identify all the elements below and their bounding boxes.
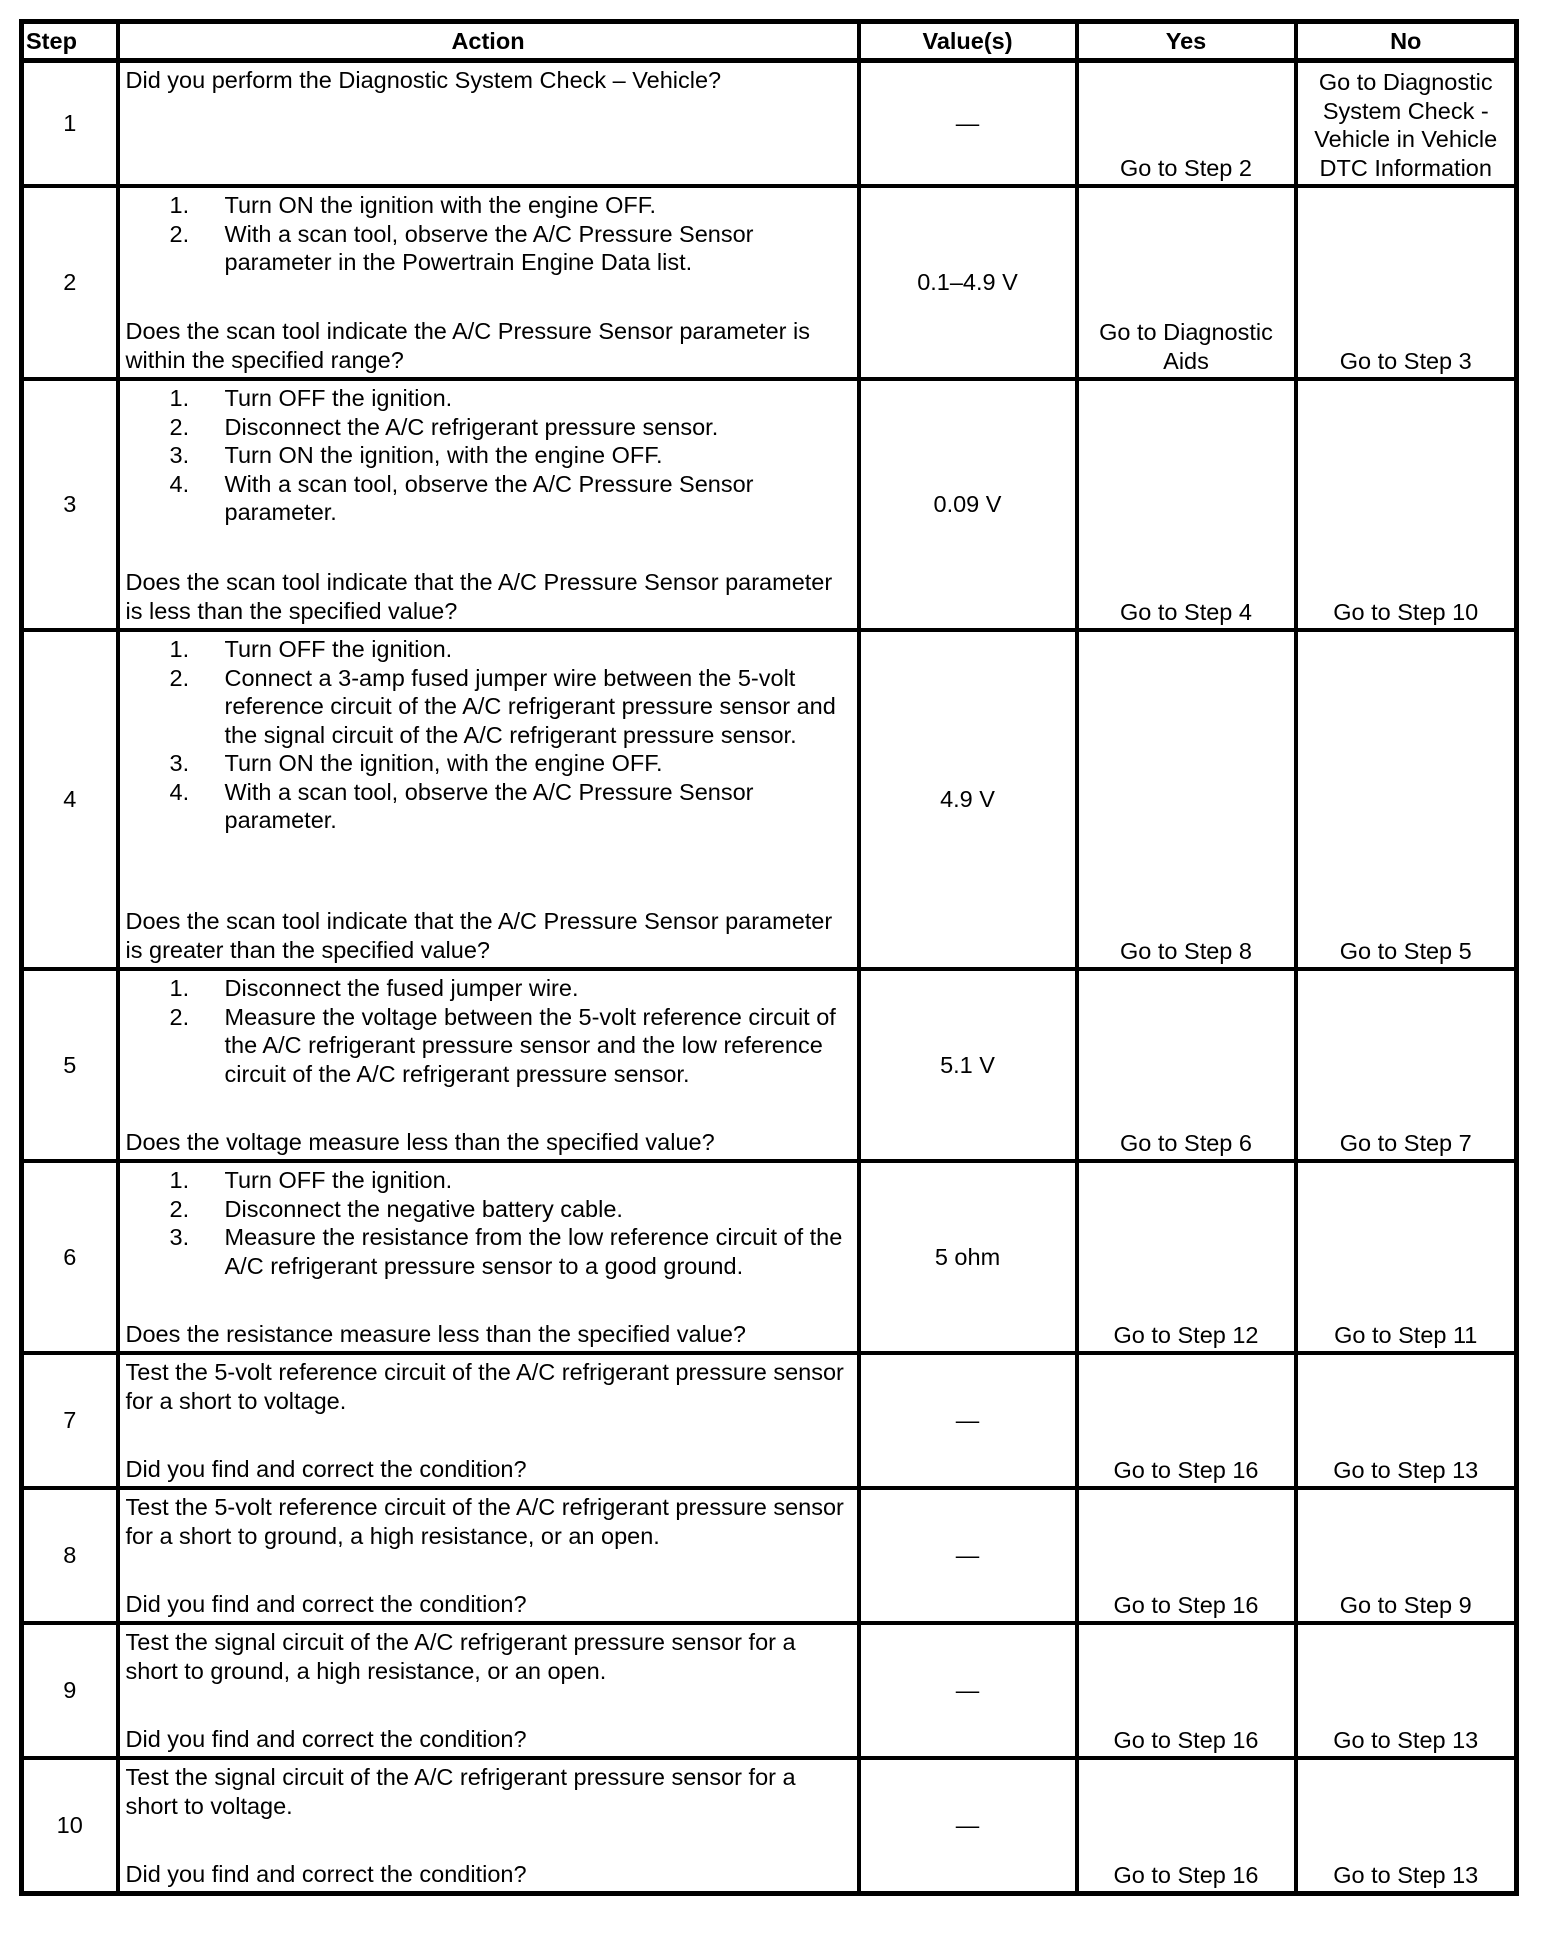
instruction-list <box>126 1166 851 1280</box>
action-cell <box>118 969 859 1161</box>
yes-cell <box>1077 379 1296 630</box>
instruction-item: 1. Turn OFF the ignition. <box>169 636 453 662</box>
yes-text: Go to Step 16 <box>1113 1861 1259 1888</box>
value-cell: — <box>859 1488 1077 1623</box>
question-text: Did you find and correct the condition? <box>125 1725 527 1752</box>
table-row <box>22 1758 1517 1894</box>
instruction-item: 2. Connect a 3-amp fused jumper wire between the 5-volt reference circuit of the A/C refrigerant pressure sensor and the signal circuit of the A/C refrigerant pressure sensor. <box>169 664 836 748</box>
question-text: Does the scan tool indicate the A/C Pressure Sensor parameter is within the specified range? <box>125 318 810 373</box>
table-row <box>22 1161 1517 1353</box>
instruction-item: 3. Turn ON the ignition, with the engine OFF. <box>169 442 663 468</box>
value-cell: 5 ohm <box>859 1161 1077 1353</box>
no-text: Go to Step 13 <box>1333 1861 1479 1888</box>
table-row <box>22 1353 1517 1488</box>
yes-cell <box>1077 61 1296 187</box>
question-text: Did you find and correct the condition? <box>125 1860 527 1887</box>
value-cell: 0.09 V <box>859 379 1077 630</box>
no-text: Go to Step 3 <box>1339 347 1472 374</box>
question-text: Does the resistance measure less than the specified value? <box>125 1320 746 1347</box>
instruction-list <box>126 635 851 835</box>
yes-cell <box>1077 1161 1296 1353</box>
no-cell <box>1296 630 1517 969</box>
step-number: 1 <box>22 61 118 187</box>
instruction-list <box>126 384 851 527</box>
instruction-item: 2. Disconnect the A/C refrigerant pressure sensor. <box>169 413 719 440</box>
table-row <box>22 969 1517 1161</box>
yes-text: Go to Step 6 <box>1120 1129 1252 1156</box>
question-text: Does the voltage measure less than the specified value? <box>125 1128 715 1155</box>
action-cell <box>118 61 859 187</box>
no-text: Go to Step 7 <box>1339 1129 1472 1156</box>
action-cell <box>118 1161 859 1353</box>
table-row <box>22 1623 1517 1758</box>
yes-cell <box>1077 630 1296 969</box>
step-number: 8 <box>22 1488 118 1623</box>
question-text: Did you find and correct the condition? <box>125 1590 527 1617</box>
instruction-item: 2. Disconnect the negative battery cable. <box>169 1195 623 1222</box>
no-cell <box>1296 1353 1517 1488</box>
question-text: Does the scan tool indicate that the A/C Pressure Sensor parameter is greater than the specified value? <box>125 908 833 963</box>
table-row <box>22 186 1517 379</box>
step-number: 3 <box>22 379 118 630</box>
no-cell <box>1296 186 1517 379</box>
yes-cell <box>1077 1488 1296 1623</box>
instruction-item: 1. Turn ON the ignition with the engine OFF. <box>169 192 656 218</box>
header-values: Value(s) <box>859 22 1077 61</box>
yes-text: Go to Step 16 <box>1113 1726 1259 1753</box>
yes-text: Go to Step 16 <box>1113 1591 1259 1618</box>
instruction-item: 2. With a scan tool, observe the A/C Pressure Sensor parameter in the Powertrain Engine Data list. <box>169 220 754 275</box>
no-cell <box>1296 969 1517 1161</box>
yes-cell <box>1077 1623 1296 1758</box>
yes-text: Go to Step 8 <box>1120 937 1252 964</box>
value-cell: — <box>859 61 1077 187</box>
step-number: 4 <box>22 630 118 969</box>
step-number: 9 <box>22 1623 118 1758</box>
instruction-item: 2. Measure the voltage between the 5-volt reference circuit of the A/C refrigerant pressure sensor and the low reference circuit of the A/C refrigerant pressure sensor. <box>169 1003 836 1087</box>
instruction-item: 3. Measure the resistance from the low reference circuit of the A/C refrigerant pressure sensor to a good ground. <box>169 1224 843 1279</box>
action-cell <box>118 630 859 969</box>
no-text: Go to Step 10 <box>1333 598 1479 625</box>
step-number: 5 <box>22 969 118 1161</box>
yes-text: Go to Step 12 <box>1113 1321 1259 1348</box>
header-step: Step <box>22 22 118 61</box>
value-cell: — <box>859 1623 1077 1758</box>
step-number: 7 <box>22 1353 118 1488</box>
no-cell <box>1296 1758 1517 1894</box>
yes-text: Go to Step 4 <box>1120 598 1252 625</box>
action-cell <box>118 1488 859 1623</box>
instruction-list <box>126 191 851 277</box>
action-cell <box>118 1353 859 1488</box>
header-no: No <box>1296 22 1517 61</box>
no-text: Go to Diagnostic System Check - Vehicle in Vehicle DTC Information <box>1314 69 1498 181</box>
yes-cell <box>1077 969 1296 1161</box>
no-cell <box>1296 1488 1517 1623</box>
instruction-item: 3. Turn ON the ignition, with the engine OFF. <box>169 750 663 776</box>
table-row <box>22 379 1517 630</box>
value-cell: 4.9 V <box>859 630 1077 969</box>
step-number: 10 <box>22 1758 118 1894</box>
value-cell: 0.1–4.9 V <box>859 186 1077 379</box>
action-text: Test the signal circuit of the A/C refrigerant pressure sensor for a short to voltage. <box>125 1764 796 1819</box>
yes-cell <box>1077 1353 1296 1488</box>
yes-text: Go to Step 16 <box>1113 1456 1259 1483</box>
no-text: Go to Step 5 <box>1339 937 1472 964</box>
instruction-item: 1. Turn OFF the ignition. <box>169 385 453 411</box>
header-row <box>22 22 1517 61</box>
instruction-item: 4. With a scan tool, observe the A/C Pressure Sensor parameter. <box>169 778 754 833</box>
no-text: Go to Step 9 <box>1339 1591 1472 1618</box>
table-row <box>22 1488 1517 1623</box>
table-row <box>22 630 1517 969</box>
action-text: Test the 5-volt reference circuit of the A/C refrigerant pressure sensor for a short to voltage. <box>125 1359 844 1414</box>
step-number: 6 <box>22 1161 118 1353</box>
action-cell <box>118 186 859 379</box>
yes-text: Go to Step 2 <box>1120 154 1252 181</box>
value-cell: — <box>859 1758 1077 1894</box>
action-text: Test the signal circuit of the A/C refrigerant pressure sensor for a short to ground, a high resistance, or an open. <box>125 1629 796 1684</box>
no-text: Go to Step 13 <box>1333 1726 1479 1753</box>
action-cell <box>118 379 859 630</box>
action-cell <box>118 1758 859 1894</box>
yes-cell <box>1077 1758 1296 1894</box>
value-cell: 5.1 V <box>859 969 1077 1161</box>
table-row <box>22 61 1517 187</box>
diagnostic-table <box>19 19 1519 1896</box>
action-cell <box>118 1623 859 1758</box>
yes-text: Go to Diagnostic Aids <box>1099 319 1273 374</box>
question-text: Did you find and correct the condition? <box>125 1455 527 1482</box>
action-text: Test the 5-volt reference circuit of the A/C refrigerant pressure sensor for a short to ground, a high resistance, or an open. <box>125 1494 844 1549</box>
no-text: Go to Step 13 <box>1333 1456 1479 1483</box>
no-cell <box>1296 1623 1517 1758</box>
instruction-item: 1. Disconnect the fused jumper wire. <box>169 975 579 1001</box>
no-text: Go to Step 11 <box>1334 1321 1478 1348</box>
instruction-item: 1. Turn OFF the ignition. <box>169 1167 453 1193</box>
step-number: 2 <box>22 186 118 379</box>
question-text: Does the scan tool indicate that the A/C Pressure Sensor parameter is less than the specified value? <box>125 569 833 624</box>
instruction-item: 4. With a scan tool, observe the A/C Pressure Sensor parameter. <box>169 470 754 525</box>
instruction-list <box>126 974 851 1088</box>
no-cell <box>1296 1161 1517 1353</box>
no-cell <box>1296 379 1517 630</box>
no-cell <box>1296 61 1517 187</box>
action-text: Did you perform the Diagnostic System Check – Vehicle? <box>125 67 722 93</box>
value-cell: — <box>859 1353 1077 1488</box>
header-action: Action <box>118 22 859 61</box>
yes-cell <box>1077 186 1296 379</box>
header-yes: Yes <box>1077 22 1296 61</box>
